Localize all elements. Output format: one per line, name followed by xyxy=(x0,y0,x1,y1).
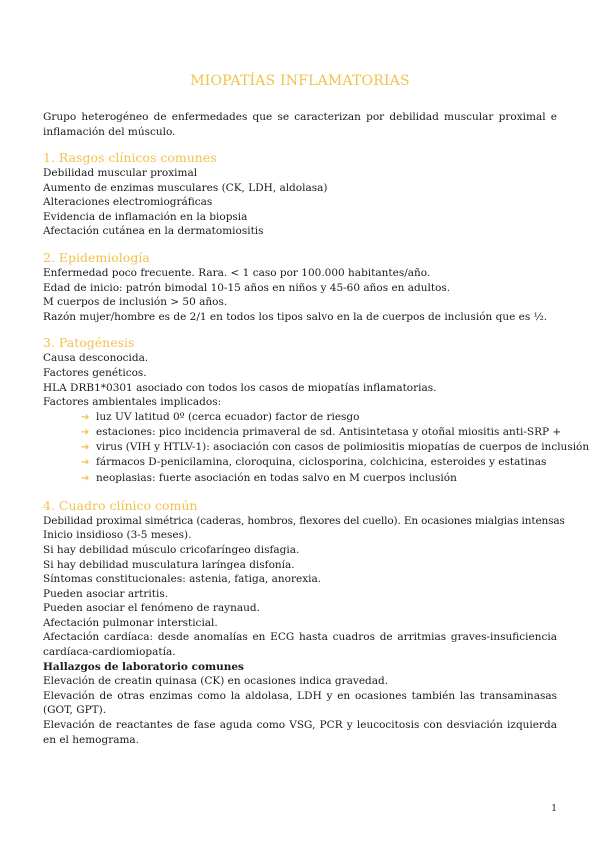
text-line: M cuerpos de inclusión > 50 años. xyxy=(43,296,228,309)
list-item-text: fármacos D-penicilamina, cloroquina, ciclosporina, colchicina, esteroides y estatinas xyxy=(96,456,547,469)
text-line: Elevación de creatin quinasa (CK) en ocasiones indica gravedad. xyxy=(43,675,389,688)
intro-paragraph: Grupo heterogéneo de enfermedades que se caracterizan por debilidad muscular proximal e inflamación del músculo. xyxy=(43,111,557,138)
text-line: Factores ambientales implicados: xyxy=(43,396,222,409)
page-number: 1 xyxy=(551,804,557,814)
text-line: Evidencia de inflamación en la biopsia xyxy=(43,210,248,223)
text-line: HLA DRB1*0301 asociado con todos los casos de miopatías inflamatorias. xyxy=(43,381,437,394)
cardiac-paragraph: Afectación cardíaca: desde anomalías en ECG hasta cuadros de arritmias graves-insuficiencia cardíaca-cardiomiopatía. xyxy=(43,631,557,659)
section-heading: 3. Patogénesis xyxy=(43,335,135,351)
arrow-right-icon: ➔ xyxy=(81,442,90,454)
text-line: Inicio insidioso (3-5 meses). xyxy=(43,529,192,542)
list-item xyxy=(81,410,557,425)
text-line: Si hay debilidad musculatura laríngea disfonía. xyxy=(43,558,295,571)
section-heading: 4. Cuadro clínico común xyxy=(43,497,198,513)
text-line: Síntomas constitucionales: astenia, fatiga, anorexia. xyxy=(43,573,322,586)
section-heading: 2. Epidemiología xyxy=(43,249,150,265)
text-line: Causa desconocida. xyxy=(43,352,149,365)
list-item-text: virus (VIH y HTLV-1): asociación con casos de polimiositis miopatías de cuerpos de inclusión xyxy=(96,441,590,454)
text-line: Enfermedad poco frecuente. Rara. < 1 caso por 100.000 habitantes/año. xyxy=(43,266,431,279)
page-title: MIOPATÍAS INFLAMATORIAS xyxy=(190,73,410,89)
text-line: Elevación de reactantes de fase aguda como VSG, PCR y leucocitosis con desviación izquierda en el hemograma. xyxy=(43,719,557,746)
list-item xyxy=(81,425,562,440)
list-item-text: neoplasias: fuerte asociación en todas salvo en M cuerpos inclusión xyxy=(96,471,457,484)
text-line: Factores genéticos. xyxy=(43,366,147,379)
arrow-right-icon: ➔ xyxy=(81,472,90,484)
section-rasgos-clinicos xyxy=(43,150,557,239)
list-item xyxy=(81,440,590,455)
arrow-right-icon: ➔ xyxy=(81,426,90,438)
list-item xyxy=(81,455,557,470)
text-line: Elevación de otras enzimas como la aldolasa, LDH y en ocasiones también las transaminasas (GOT, GPT). xyxy=(43,689,557,717)
list-item-text: estaciones: pico incidencia primaveral de sd. Antisintetasa y otoñal miositis anti-SRP + xyxy=(96,425,562,438)
text-line: Pueden asociar artritis. xyxy=(43,587,169,600)
text-line: Debilidad muscular proximal xyxy=(43,167,198,179)
arrow-right-icon: ➔ xyxy=(81,411,90,423)
text-line: Alteraciones electromiográficas xyxy=(43,196,213,209)
text-line: Debilidad proximal simétrica (caderas, hombros, flexores del cuello). En ocasiones mialgias intensas xyxy=(43,514,565,527)
text-line: Afectación pulmonar intersticial. xyxy=(43,616,218,629)
text-line: Edad de inicio: patrón bimodal 10-15 años en niños y 45-60 años en adultos. xyxy=(43,281,451,294)
section-patogenesis xyxy=(43,335,590,485)
section-heading: 1. Rasgos clínicos comunes xyxy=(43,150,217,165)
text-line: Si hay debilidad músculo cricofaríngeo disfagia. xyxy=(43,543,300,556)
text-line: Afectación cutánea en la dermatomiositis xyxy=(43,225,264,238)
section-cuadro-clinico xyxy=(43,497,565,748)
list-item xyxy=(81,471,557,486)
list-item-text: luz UV latitud 0º (cerca ecuador) factor de riesgo xyxy=(96,410,360,423)
arrow-right-icon: ➔ xyxy=(81,457,90,469)
text-line: Pueden asociar el fenómeno de raynaud. xyxy=(43,602,260,615)
factors-list xyxy=(43,410,590,486)
text-line: Aumento de enzimas musculares (CK, LDH, aldolasa) xyxy=(43,181,328,194)
lab-findings-heading: Hallazgos de laboratorio comunes xyxy=(43,660,244,673)
section-epidemiologia xyxy=(43,250,557,324)
text-line: Razón mujer/hombre es de 2/1 en todos los tipos salvo en la de cuerpos de inclusión que es ½. xyxy=(43,310,548,323)
